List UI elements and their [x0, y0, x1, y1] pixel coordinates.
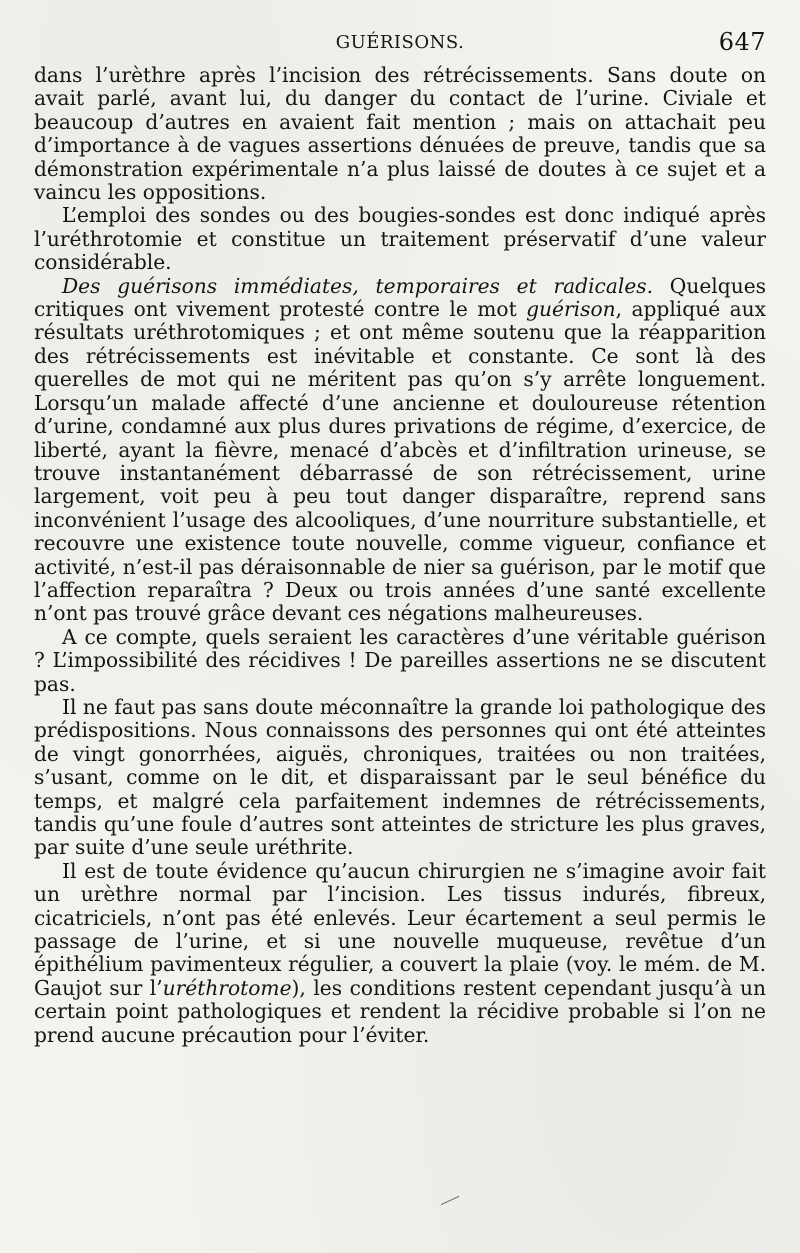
stray-ink-mark: [441, 1196, 460, 1205]
paragraph-4: A ce compte, quels seraient les caractères d’une véritable guérison ? L’impossibilité des récidives ! De pareilles assertions ne se discutent pas.: [34, 624, 766, 696]
running-header: [34, 28, 766, 64]
italic-term-guerison: guérison: [526, 297, 616, 322]
paragraph-6-start: Il est de toute évidence qu’aucun chirurgien ne s’imagine avoir fait un urèthre normal par l’incision. Les tissus indurés, fibreux, cicatriciels, n’ont pas été enlevés. Leur écartement a seul permis le passage de l’urine, et si une nouvelle muqueuse, revêtue d’un épithélium pavimenteux régulier, a couvert la plaie (voy. le mém. de M. Gaujot sur l’: [34, 858, 766, 1000]
paragraph-2: L’emploi des sondes ou des bougies-sondes est donc indiqué après l’uréthrotomie et constitue un traitement préservatif d’une valeur considérable.: [34, 203, 766, 275]
page-number: 647: [718, 28, 766, 56]
italic-term-urethrotome: uréthrotome: [162, 975, 292, 1000]
running-title: GUÉRISONS.: [335, 32, 465, 53]
paragraph-6: [34, 860, 766, 1047]
paragraph-3-start: Quelques critiques ont vivement protesté contre le mot: [34, 273, 766, 322]
paragraph-6-end: ), les conditions restent cependant jusqu’à un certain point pathologiques et rendent la récidive probable si l’on ne prend aucune précaution pour l’éviter.: [34, 975, 766, 1047]
paragraph-5: Il ne faut pas sans doute méconnaître la grande loi pathologique des prédispositions. Nous connaissons des personnes qui ont été atteintes de vingt gonorrhées, aiguës, chroniques, traitées ou non traitées, s’usant, comme on le dit, et disparaissant par le seul bénéfice du temps, et malgré cela parfaitement indemnes de rétrécissements, tandis qu’une foule d’autres sont atteintes de stricture les plus graves, par suite d’une seule uréthrite.: [34, 694, 766, 860]
paragraph-1: dans l’urèthre après l’incision des rétrécissements. Sans doute on avait parlé, avant lui, du danger du contact de l’urine. Civiale et beaucoup d’autres en avaient fait mention ; mais on attachait peu d’importance à de vagues assertions dénuées de preuve, tandis que sa démonstration expérimentale n’a plus laissé de doutes à ce sujet et a vaincu les oppositions.: [34, 63, 766, 205]
body-text: [34, 64, 766, 1047]
paragraph-3-end: , appliqué aux résultats uréthrotomiques ; et ont même soutenu que la réapparition des rétrécissements est inévitable et constante. Ce sont là des querelles de mot qui ne méritent pas qu’on s’y arrête longuement. Lorsqu’un malade affecté d’une ancienne et douloureuse rétention d’urine, condamné aux plus dures privations de régime, d’exercice, de liberté, ayant la fièvre, menacé d’abcès et d’infiltration urineuse, se trouve instantanément débarrassé de son rétrécissement, urine largement, voit peu à peu tout danger disparaître, reprend sans inconvénient l’usage des alcooliques, d’une nourriture substantielle, et recouvre une existence toute nouvelle, comme vigueur, confiance et activité, n’est-il pas déraisonnable de nier sa guérison, par le motif que l’affection reparaîtra ? Deux ou trois années d’une santé excellente n’ont pas trouvé grâce devant ces négations malheureuses.: [34, 297, 766, 626]
section-heading-italic: Des guérisons immédiates, temporaires et radicales.: [62, 273, 654, 298]
paragraph-3: [34, 275, 766, 626]
